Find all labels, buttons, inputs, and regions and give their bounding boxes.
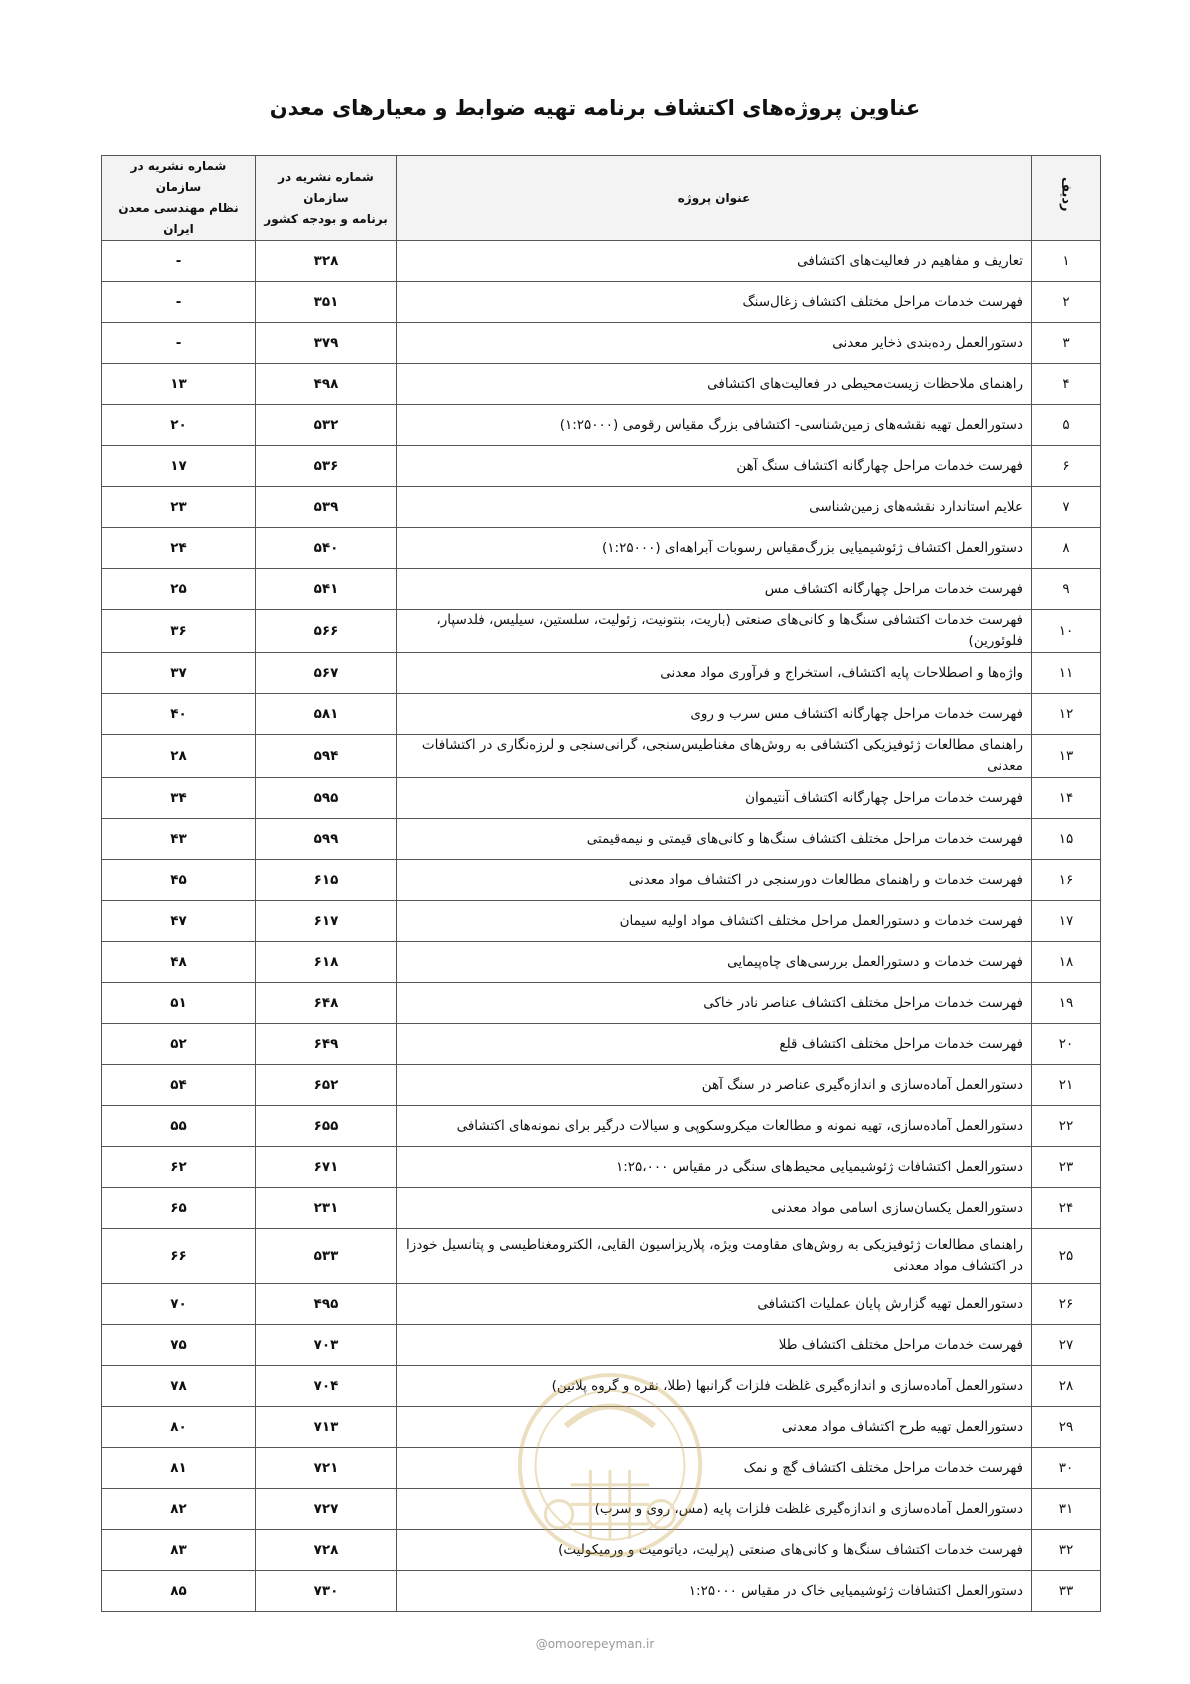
project-title-cell: فهرست خدمات مراحل چهارگانه اکتشاف آنتیموان <box>397 778 1032 819</box>
table-row <box>102 942 1101 983</box>
table-header-row <box>102 156 1101 241</box>
table-row <box>102 528 1101 569</box>
row-number-cell: ۲۴ <box>1032 1188 1101 1229</box>
table-row <box>102 1106 1101 1147</box>
budget-publication-number-cell: ۵۳۳ <box>256 1229 397 1284</box>
budget-publication-number-cell: ۵۳۹ <box>256 487 397 528</box>
imeo-publication-number-cell: - <box>102 323 256 364</box>
row-number-cell: ۲۸ <box>1032 1366 1101 1407</box>
row-number-cell: ۱۸ <box>1032 942 1101 983</box>
budget-publication-number-cell: ۵۸۱ <box>256 694 397 735</box>
budget-publication-number-cell: ۵۴۰ <box>256 528 397 569</box>
budget-publication-number-cell: ۵۹۹ <box>256 819 397 860</box>
budget-publication-number-cell: ۶۵۲ <box>256 1065 397 1106</box>
row-number-cell: ۱۹ <box>1032 983 1101 1024</box>
table-row <box>102 1407 1101 1448</box>
budget-publication-number-cell: ۷۲۷ <box>256 1489 397 1530</box>
table-row <box>102 1024 1101 1065</box>
header-row-number: ردیف <box>1032 156 1101 241</box>
imeo-publication-number-cell: ۲۴ <box>102 528 256 569</box>
budget-publication-number-cell: ۶۵۵ <box>256 1106 397 1147</box>
table-row <box>102 778 1101 819</box>
table-row <box>102 1147 1101 1188</box>
imeo-publication-number-cell: ۷۵ <box>102 1325 256 1366</box>
row-number-cell: ۲۳ <box>1032 1147 1101 1188</box>
row-number-cell: ۱۵ <box>1032 819 1101 860</box>
imeo-publication-number-cell: ۱۳ <box>102 364 256 405</box>
imeo-publication-number-cell: ۲۳ <box>102 487 256 528</box>
budget-publication-number-cell: ۷۳۰ <box>256 1571 397 1612</box>
budget-publication-number-cell: ۷۲۸ <box>256 1530 397 1571</box>
row-number-cell: ۱۷ <box>1032 901 1101 942</box>
budget-publication-number-cell: ۴۹۵ <box>256 1284 397 1325</box>
table-row <box>102 1366 1101 1407</box>
row-number-cell: ۲۹ <box>1032 1407 1101 1448</box>
table-row <box>102 364 1101 405</box>
table-row <box>102 569 1101 610</box>
row-number-cell: ۲۲ <box>1032 1106 1101 1147</box>
row-number-cell: ۱۳ <box>1032 735 1101 778</box>
row-number-cell: ۲۵ <box>1032 1229 1101 1284</box>
imeo-publication-number-cell: ۶۲ <box>102 1147 256 1188</box>
imeo-publication-number-cell: - <box>102 282 256 323</box>
project-title-cell: دستورالعمل اکتشاف ژئوشیمیایی بزرگ‌مقیاس رسوبات آبراهه‌ای (۱:۲۵۰۰۰) <box>397 528 1032 569</box>
project-title-cell: فهرست خدمات مراحل مختلف اکتشاف قلع <box>397 1024 1032 1065</box>
table-row <box>102 819 1101 860</box>
project-title-cell: فهرست خدمات و دستورالعمل بررسی‌های چاه‌پیمایی <box>397 942 1032 983</box>
imeo-publication-number-cell: - <box>102 241 256 282</box>
budget-publication-number-cell: ۵۳۲ <box>256 405 397 446</box>
row-number-cell: ۱ <box>1032 241 1101 282</box>
project-title-cell: فهرست خدمات مراحل چهارگانه اکتشاف مس سرب و روی <box>397 694 1032 735</box>
table-row <box>102 1448 1101 1489</box>
row-number-cell: ۲۱ <box>1032 1065 1101 1106</box>
budget-publication-number-cell: ۳۷۹ <box>256 323 397 364</box>
imeo-publication-number-cell: ۳۷ <box>102 653 256 694</box>
row-number-cell: ۶ <box>1032 446 1101 487</box>
table-row <box>102 735 1101 778</box>
budget-publication-number-cell: ۶۱۷ <box>256 901 397 942</box>
row-number-cell: ۳۲ <box>1032 1530 1101 1571</box>
table-row <box>102 282 1101 323</box>
budget-publication-number-cell: ۶۱۵ <box>256 860 397 901</box>
budget-publication-number-cell: ۳۲۸ <box>256 241 397 282</box>
project-title-cell: راهنمای مطالعات ژئوفیزیکی اکتشافی به روش‌های مغناطیس‌سنجی، گرانی‌سنجی و لرزه‌نگاری در اکتشافات معدنی <box>397 735 1032 778</box>
project-title-cell: فهرست خدمات و دستورالعمل مراحل مختلف اکتشاف مواد اولیه سیمان <box>397 901 1032 942</box>
imeo-publication-number-cell: ۵۴ <box>102 1065 256 1106</box>
project-title-cell: دستورالعمل آماده‌سازی، تهیه نمونه و مطالعات میکروسکوپی و سیالات درگیر برای نمونه‌های اکتشافی <box>397 1106 1032 1147</box>
imeo-publication-number-cell: ۷۸ <box>102 1366 256 1407</box>
budget-publication-number-cell: ۷۰۴ <box>256 1366 397 1407</box>
row-number-cell: ۱۲ <box>1032 694 1101 735</box>
row-number-cell: ۱۰ <box>1032 610 1101 653</box>
row-number-cell: ۳ <box>1032 323 1101 364</box>
header-budget-publication-number <box>256 156 397 241</box>
budget-publication-number-cell: ۶۴۹ <box>256 1024 397 1065</box>
imeo-publication-number-cell: ۸۲ <box>102 1489 256 1530</box>
imeo-publication-number-cell: ۴۳ <box>102 819 256 860</box>
table-row <box>102 1489 1101 1530</box>
projects-table <box>101 155 1101 1612</box>
table-row <box>102 1530 1101 1571</box>
project-title-cell: دستورالعمل تهیه طرح اکتشاف مواد معدنی <box>397 1407 1032 1448</box>
table-row <box>102 1229 1101 1284</box>
imeo-publication-number-cell: ۴۸ <box>102 942 256 983</box>
table-row <box>102 1188 1101 1229</box>
budget-publication-number-cell: ۵۹۵ <box>256 778 397 819</box>
header-imeo-line-1: شماره نشریه در سازمان <box>130 159 227 194</box>
imeo-publication-number-cell: ۲۵ <box>102 569 256 610</box>
imeo-publication-number-cell: ۸۳ <box>102 1530 256 1571</box>
table-row <box>102 241 1101 282</box>
row-number-cell: ۱۶ <box>1032 860 1101 901</box>
table-row <box>102 983 1101 1024</box>
project-title-cell: فهرست خدمات مراحل مختلف اکتشاف طلا <box>397 1325 1032 1366</box>
table-row <box>102 405 1101 446</box>
budget-publication-number-cell: ۴۹۸ <box>256 364 397 405</box>
imeo-publication-number-cell: ۵۵ <box>102 1106 256 1147</box>
budget-publication-number-cell: ۳۵۱ <box>256 282 397 323</box>
budget-publication-number-cell: ۶۷۱ <box>256 1147 397 1188</box>
imeo-publication-number-cell: ۶۶ <box>102 1229 256 1284</box>
imeo-publication-number-cell: ۸۵ <box>102 1571 256 1612</box>
budget-publication-number-cell: ۷۲۱ <box>256 1448 397 1489</box>
imeo-publication-number-cell: ۸۰ <box>102 1407 256 1448</box>
imeo-publication-number-cell: ۷۰ <box>102 1284 256 1325</box>
row-number-cell: ۵ <box>1032 405 1101 446</box>
imeo-publication-number-cell: ۵۲ <box>102 1024 256 1065</box>
budget-publication-number-cell: ۶۱۸ <box>256 942 397 983</box>
row-number-cell: ۸ <box>1032 528 1101 569</box>
project-title-cell: فهرست خدمات اکتشافی سنگ‌ها و کانی‌های صنعتی (باریت، بنتونیت، زئولیت، سلستین، سیلیس، فلدسپار، فلوئورین) <box>397 610 1032 653</box>
project-title-cell: دستورالعمل تهیه گزارش پایان عملیات اکتشافی <box>397 1284 1032 1325</box>
budget-publication-number-cell: ۵۶۶ <box>256 610 397 653</box>
imeo-publication-number-cell: ۲۸ <box>102 735 256 778</box>
project-title-cell: فهرست خدمات مراحل مختلف اکتشاف گچ و نمک <box>397 1448 1032 1489</box>
header-budget-line-2: برنامه و بودجه کشور <box>264 211 388 226</box>
header-imeo-publication-number <box>102 156 256 241</box>
project-title-cell: فهرست خدمات و راهنمای مطالعات دورسنجی در اکتشاف مواد معدنی <box>397 860 1032 901</box>
imeo-publication-number-cell: ۶۵ <box>102 1188 256 1229</box>
budget-publication-number-cell: ۷۱۳ <box>256 1407 397 1448</box>
row-number-cell: ۴ <box>1032 364 1101 405</box>
imeo-publication-number-cell: ۳۴ <box>102 778 256 819</box>
budget-publication-number-cell: ۶۴۸ <box>256 983 397 1024</box>
project-title-cell: فهرست خدمات مراحل چهارگانه اکتشاف سنگ آهن <box>397 446 1032 487</box>
project-title-cell: راهنمای مطالعات ژئوفیزیکی به روش‌های مقاومت ویژه، پلاریزاسیون القایی، الکترومغناطیسی و پتانسیل خودزا در اکتشاف مواد معدنی <box>397 1229 1032 1284</box>
table-row <box>102 1284 1101 1325</box>
row-number-cell: ۳۰ <box>1032 1448 1101 1489</box>
table-row <box>102 901 1101 942</box>
table-row <box>102 323 1101 364</box>
table-row <box>102 860 1101 901</box>
row-number-cell: ۲۷ <box>1032 1325 1101 1366</box>
project-title-cell: راهنمای ملاحظات زیست‌محیطی در فعالیت‌های اکتشافی <box>397 364 1032 405</box>
project-title-cell: فهرست خدمات مراحل مختلف اکتشاف سنگ‌ها و کانی‌های قیمتی و نیمه‌قیمتی <box>397 819 1032 860</box>
imeo-publication-number-cell: ۸۱ <box>102 1448 256 1489</box>
project-title-cell: فهرست خدمات مراحل مختلف اکتشاف عناصر نادر خاکی <box>397 983 1032 1024</box>
row-number-cell: ۱۱ <box>1032 653 1101 694</box>
page-title: عناوین پروژه‌های اکتشاف برنامه تهیه ضوابط و معیارهای معدن <box>269 96 921 120</box>
table-row <box>102 1065 1101 1106</box>
budget-publication-number-cell: ۵۹۴ <box>256 735 397 778</box>
project-title-cell: علایم استاندارد نقشه‌های زمین‌شناسی <box>397 487 1032 528</box>
header-imeo-line-2: نظام مهندسی معدن ایران <box>118 201 239 236</box>
imeo-publication-number-cell: ۴۵ <box>102 860 256 901</box>
table-row <box>102 1571 1101 1612</box>
row-number-cell: ۲۶ <box>1032 1284 1101 1325</box>
budget-publication-number-cell: ۵۶۷ <box>256 653 397 694</box>
project-title-cell: فهرست خدمات مراحل مختلف اکتشاف زغال‌سنگ <box>397 282 1032 323</box>
table-row <box>102 694 1101 735</box>
project-title-cell: تعاریف و مفاهیم در فعالیت‌های اکتشافی <box>397 241 1032 282</box>
project-title-cell: فهرست خدمات مراحل چهارگانه اکتشاف مس <box>397 569 1032 610</box>
imeo-publication-number-cell: ۲۰ <box>102 405 256 446</box>
imeo-publication-number-cell: ۳۶ <box>102 610 256 653</box>
project-title-cell: دستورالعمل آماده‌سازی و اندازه‌گیری غلظت فلزات پایه (مس، روی و سرب) <box>397 1489 1032 1530</box>
budget-publication-number-cell: ۵۴۱ <box>256 569 397 610</box>
project-title-cell: دستورالعمل آماده‌سازی و اندازه‌گیری غلظت فلزات گرانبها (طلا، نقره و گروه پلاتین) <box>397 1366 1032 1407</box>
project-title-cell: دستورالعمل رده‌بندی ذخایر معدنی <box>397 323 1032 364</box>
budget-publication-number-cell: ۵۳۶ <box>256 446 397 487</box>
row-number-cell: ۲۰ <box>1032 1024 1101 1065</box>
budget-publication-number-cell: ۲۳۱ <box>256 1188 397 1229</box>
project-title-cell: دستورالعمل یکسان‌سازی اسامی مواد معدنی <box>397 1188 1032 1229</box>
project-title-cell: دستورالعمل اکتشافات ژئوشیمیایی خاک در مقیاس ۱:۲۵۰۰۰ <box>397 1571 1032 1612</box>
row-number-cell: ۳۳ <box>1032 1571 1101 1612</box>
project-title-cell: فهرست خدمات اکتشاف سنگ‌ها و کانی‌های صنعتی (پرلیت، دیاتومیت و ورمیکولیت) <box>397 1530 1032 1571</box>
project-title-cell: دستورالعمل تهیه نقشه‌های زمین‌شناسی- اکتشافی بزرگ مقیاس رقومی (۱:۲۵۰۰۰) <box>397 405 1032 446</box>
table-row <box>102 653 1101 694</box>
row-number-cell: ۷ <box>1032 487 1101 528</box>
header-budget-line-1: شماره نشریه در سازمان <box>278 169 374 205</box>
budget-publication-number-cell: ۷۰۳ <box>256 1325 397 1366</box>
project-title-cell: دستورالعمل آماده‌سازی و اندازه‌گیری عناصر در سنگ آهن <box>397 1065 1032 1106</box>
imeo-publication-number-cell: ۴۰ <box>102 694 256 735</box>
table-row <box>102 1325 1101 1366</box>
row-number-cell: ۱۴ <box>1032 778 1101 819</box>
footer-website: @omoorepeyman.ir <box>535 1637 655 1651</box>
row-number-cell: ۹ <box>1032 569 1101 610</box>
header-project-title: عنوان پروژه <box>397 156 1032 241</box>
imeo-publication-number-cell: ۱۷ <box>102 446 256 487</box>
table-row <box>102 610 1101 653</box>
imeo-publication-number-cell: ۴۷ <box>102 901 256 942</box>
imeo-publication-number-cell: ۵۱ <box>102 983 256 1024</box>
project-title-cell: واژه‌ها و اصطلاحات پایه اکتشاف، استخراج و فرآوری مواد معدنی <box>397 653 1032 694</box>
table-row <box>102 487 1101 528</box>
row-number-cell: ۲ <box>1032 282 1101 323</box>
row-number-cell: ۳۱ <box>1032 1489 1101 1530</box>
project-title-cell: دستورالعمل اکتشافات ژئوشیمیایی محیط‌های سنگی در مقیاس ۱:۲۵،۰۰۰ <box>397 1147 1032 1188</box>
table-row <box>102 446 1101 487</box>
